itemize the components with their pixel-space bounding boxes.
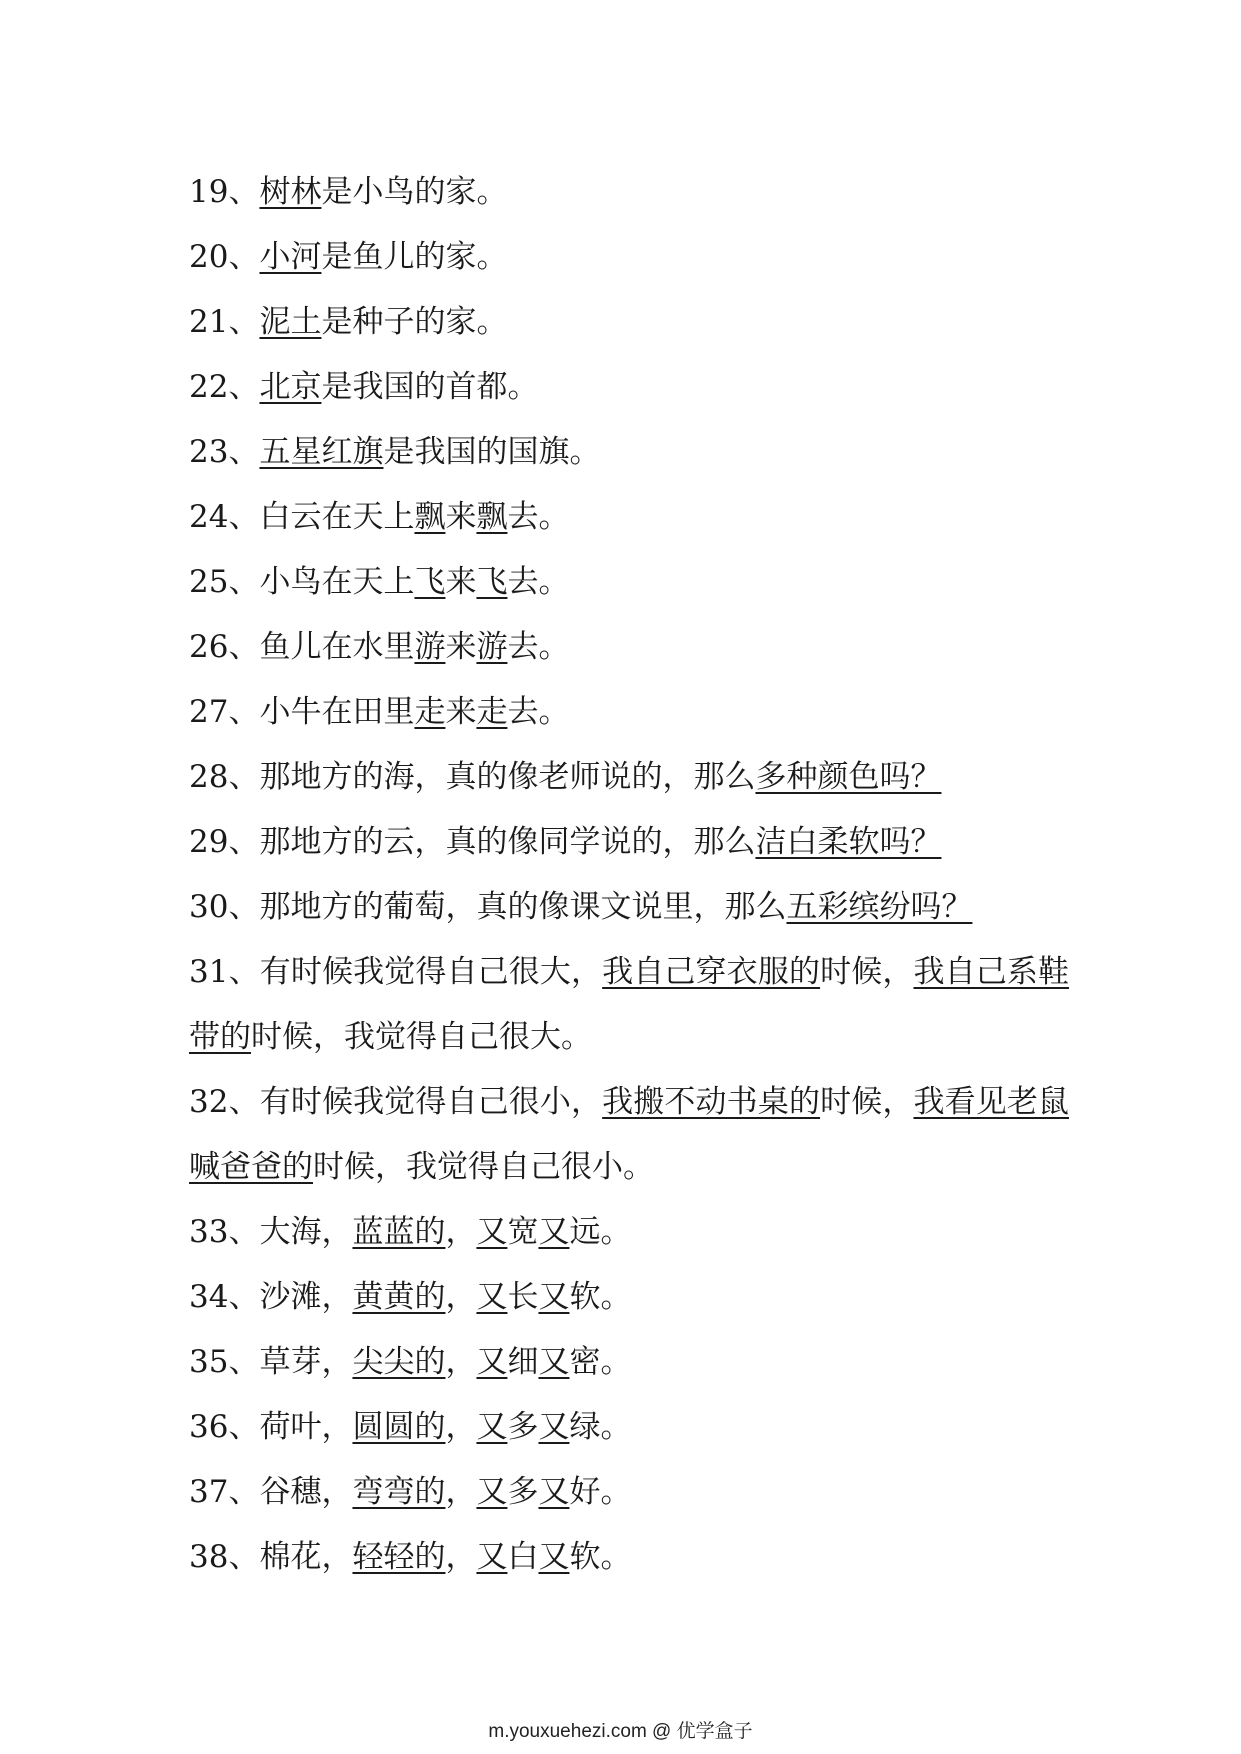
footer-watermark: m.youxuehezi.com @ 优学盒子 [488,1721,753,1742]
text-segment: ， [445,1409,477,1445]
text-segment: 多 [507,1474,539,1510]
underlined-answer: 又 [476,1539,508,1575]
text-segment: 27、小牛在田里 [189,694,415,730]
underlined-answer: 五彩缤纷吗？ [786,889,973,925]
underlined-answer: 我自己系鞋带的 [189,954,1070,1055]
underlined-answer: 又 [538,1279,570,1315]
text-segment: ， [445,1279,477,1315]
text-segment: 23、 [189,434,260,470]
underlined-answer: 我自己穿衣服的 [602,954,821,990]
underlined-answer: 尖尖的 [352,1344,446,1380]
text-segment: 去。 [507,564,570,600]
underlined-answer: 飘 [414,499,446,535]
underlined-answer: 轻轻的 [352,1539,446,1575]
document-body [189,160,1069,1590]
text-segment: 长 [507,1279,539,1315]
underlined-answer: 走 [476,694,508,730]
underlined-answer: 又 [476,1279,508,1315]
text-segment: 19、 [189,174,260,210]
underlined-answer: 游 [476,629,508,665]
underlined-answer: 多种颜色吗？ [755,759,942,795]
text-segment: 好。 [569,1474,632,1510]
text-segment: 是小鸟的家。 [321,174,508,210]
text-line [189,810,1069,875]
text-segment: 来 [445,499,477,535]
text-segment: 33、大海， [189,1214,353,1250]
underlined-answer: 又 [476,1409,508,1445]
text-segment: 时候， [820,1084,914,1120]
underlined-answer: 又 [476,1474,508,1510]
text-line [189,1460,1069,1525]
text-segment: 远。 [569,1214,632,1250]
text-segment: 20、 [189,239,260,275]
text-line [189,290,1069,355]
text-segment: 软。 [569,1279,632,1315]
underlined-answer: 泥土 [259,304,322,340]
text-line [189,420,1069,485]
underlined-answer: 又 [538,1409,570,1445]
text-segment: 是我国的首都。 [321,369,539,405]
underlined-answer: 小河 [259,239,322,275]
underlined-answer: 又 [538,1214,570,1250]
text-segment: 是种子的家。 [321,304,508,340]
text-segment: 31、有时候我觉得自己很大， [189,954,603,990]
text-segment: 来 [445,694,477,730]
underlined-answer: 游 [414,629,446,665]
underlined-answer: 五星红旗 [259,434,384,470]
text-segment: 去。 [507,694,570,730]
text-segment: 时候，我觉得自己很小。 [313,1149,654,1185]
text-line [189,680,1069,745]
text-segment: ， [445,1474,477,1510]
text-segment: 去。 [507,499,570,535]
text-segment: 多 [507,1409,539,1445]
text-segment: 是鱼儿的家。 [321,239,508,275]
underlined-answer: 飞 [414,564,446,600]
text-segment: ， [445,1539,477,1575]
text-segment: 30、那地方的葡萄，真的像课文说里，那么 [189,889,787,925]
text-line [189,1070,1069,1200]
text-line [189,1200,1069,1265]
text-segment: 细 [507,1344,539,1380]
underlined-answer: 走 [414,694,446,730]
text-line [189,355,1069,420]
text-segment: 去。 [507,629,570,665]
text-segment: 宽 [507,1214,539,1250]
text-segment: 29、那地方的云，真的像同学说的，那么 [189,824,756,860]
text-line [189,1525,1069,1590]
underlined-answer: 北京 [259,369,322,405]
text-segment: 28、那地方的海，真的像老师说的，那么 [189,759,756,795]
text-segment: 26、鱼儿在水里 [189,629,415,665]
text-segment: 软。 [569,1539,632,1575]
text-line [189,875,1069,940]
text-segment: ， [445,1344,477,1380]
text-segment: 来 [445,629,477,665]
text-segment: 时候，我觉得自己很大。 [251,1019,592,1055]
text-line [189,550,1069,615]
text-line [189,1265,1069,1330]
text-line [189,1395,1069,1460]
text-line [189,615,1069,680]
underlined-answer: 又 [476,1214,508,1250]
underlined-answer: 飘 [476,499,508,535]
underlined-answer: 黄黄的 [352,1279,446,1315]
underlined-answer: 弯弯的 [352,1474,446,1510]
text-segment: 是我国的国旗。 [383,434,601,470]
text-line [189,160,1069,225]
underlined-answer: 我搬不动书桌的 [602,1084,821,1120]
text-segment: 时候， [820,954,914,990]
text-line [189,940,1069,1070]
underlined-answer: 又 [538,1539,570,1575]
underlined-answer: 飞 [476,564,508,600]
text-line [189,745,1069,810]
text-segment: 38、棉花， [189,1539,353,1575]
text-segment: 白 [507,1539,539,1575]
underlined-answer: 洁白柔软吗？ [755,824,942,860]
text-segment: 绿。 [569,1409,632,1445]
text-segment: ， [445,1214,477,1250]
text-line [189,485,1069,550]
text-segment: 密。 [569,1344,632,1380]
text-segment: 37、谷穗， [189,1474,353,1510]
underlined-answer: 又 [538,1474,570,1510]
text-segment: 35、草芽， [189,1344,353,1380]
underlined-answer: 圆圆的 [352,1409,446,1445]
text-segment: 32、有时候我觉得自己很小， [189,1084,603,1120]
text-line [189,225,1069,290]
text-segment: 36、荷叶， [189,1409,353,1445]
text-segment: 来 [445,564,477,600]
text-segment: 22、 [189,369,260,405]
underlined-answer: 又 [538,1344,570,1380]
underlined-answer: 树林 [259,174,322,210]
text-segment: 25、小鸟在天上 [189,564,415,600]
underlined-answer: 蓝蓝的 [352,1214,446,1250]
underlined-answer: 我看见老鼠喊爸爸的 [189,1084,1070,1185]
text-segment: 21、 [189,304,260,340]
text-segment: 24、白云在天上 [189,499,415,535]
underlined-answer: 又 [476,1344,508,1380]
text-segment: 34、沙滩， [189,1279,353,1315]
text-line [189,1330,1069,1395]
